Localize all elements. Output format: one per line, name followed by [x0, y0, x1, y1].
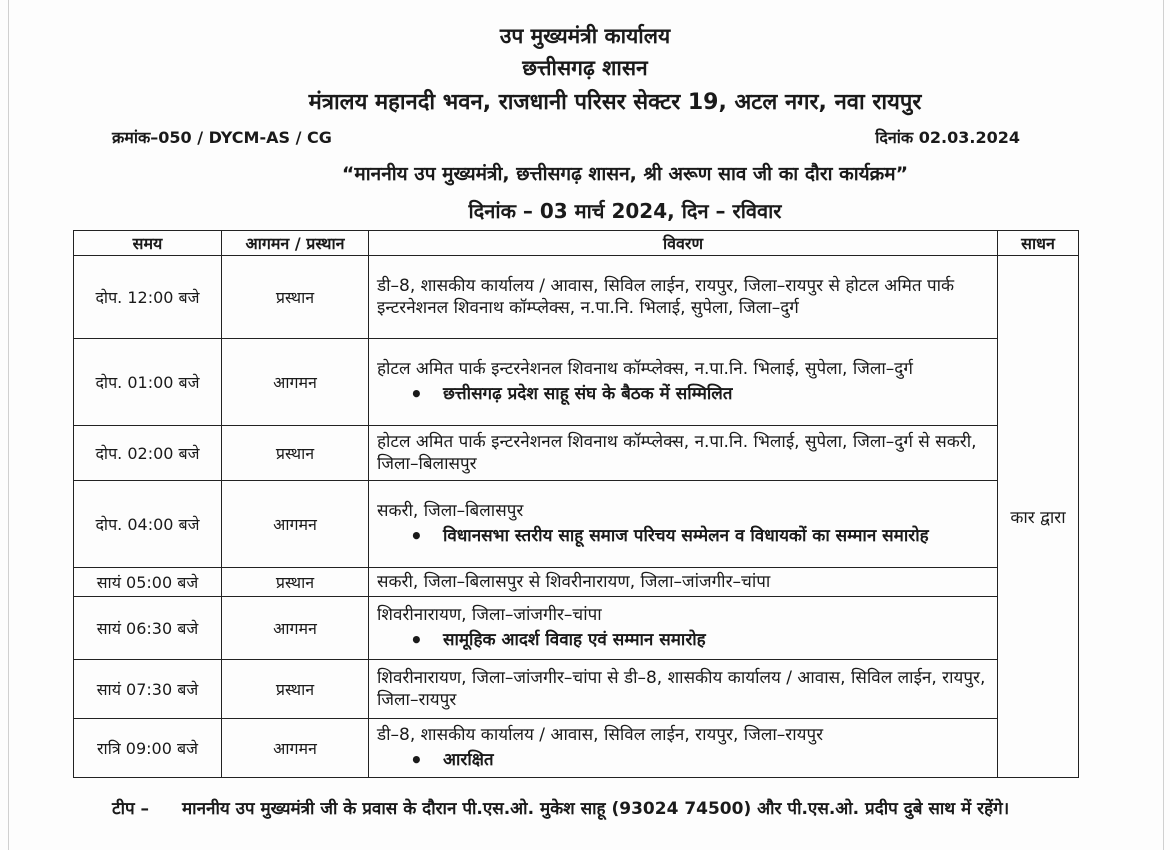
- table-row: [74, 256, 1079, 339]
- event-text: • आरक्षित: [443, 750, 494, 770]
- row-details: [369, 597, 998, 660]
- header-mode: साधन: [998, 231, 1079, 256]
- table-row: [74, 426, 1079, 481]
- row-details: [369, 660, 998, 719]
- note-block: [112, 796, 1062, 822]
- office-address: मंत्रालय महानदी भवन, राजधानी परिसर सेक्टर 19, अटल नगर, नवा रायपुर: [308, 90, 922, 115]
- row-action: प्रस्थान: [222, 426, 369, 481]
- event-text: • सामूहिक आदर्श विवाह एवं सम्मान समारोह: [443, 630, 706, 650]
- row-action: आगमन: [222, 339, 369, 426]
- row-details-text: शिवरीनारायण, जिला–जांजगीर–चांपा से डी–8, शासकीय कार्यालय / आवास, सिविल लाईन, रायपुर, जिला–रायपुर: [377, 668, 986, 710]
- row-details-text: सकरी, जिला–बिलासपुर से शिवरीनारायण, जिला–जांजगीर–चांपा: [377, 572, 771, 592]
- row-action: आगमन: [222, 481, 369, 568]
- row-details: [369, 481, 998, 568]
- event-bullet: [377, 524, 989, 548]
- event-bullet: [377, 382, 989, 406]
- row-time: सायं 06:30 बजे: [74, 597, 222, 660]
- table-row: [74, 339, 1079, 426]
- table-row: [74, 597, 1079, 660]
- table-row: [74, 481, 1079, 568]
- row-details: [369, 256, 998, 339]
- table-header-row: [74, 231, 1079, 256]
- row-details-text: होटल अमित पार्क इन्टरनेशनल शिवनाथ कॉम्प्लेक्स, न.पा.नि. भिलाई, सुपेला, जिला–दुर्ग: [377, 359, 913, 379]
- row-time: दोप. 04:00 बजे: [74, 481, 222, 568]
- row-time: सायं 07:30 बजे: [74, 660, 222, 719]
- row-action: प्रस्थान: [222, 256, 369, 339]
- schedule-table: [73, 230, 1079, 778]
- header-details: विवरण: [369, 231, 998, 256]
- row-time: दोप. 02:00 बजे: [74, 426, 222, 481]
- program-title: “माननीय उप मुख्यमंत्री, छत्तीसगढ़ शासन, श्री अरूण साव जी का दौरा कार्यक्रम”: [341, 163, 909, 185]
- row-details-text: शिवरीनारायण, जिला–जांजगीर–चांपा: [377, 605, 602, 625]
- issue-date: दिनांक 02.03.2024: [875, 128, 1020, 147]
- row-time: दोप. 12:00 बजे: [74, 256, 222, 339]
- event-bullet: [377, 628, 989, 652]
- row-time: दोप. 01:00 बजे: [74, 339, 222, 426]
- header-time: समय: [74, 231, 222, 256]
- event-text: • छत्तीसगढ़ प्रदेश साहू संघ के बैठक में सम्मिलित: [443, 384, 733, 404]
- row-action: आगमन: [222, 719, 369, 778]
- event-bullet: [377, 748, 989, 772]
- row-details: [369, 339, 998, 426]
- row-time: रात्रि 09:00 बजे: [74, 719, 222, 778]
- row-action: प्रस्थान: [222, 568, 369, 597]
- row-details-text: सकरी, जिला–बिलासपुर: [377, 501, 524, 521]
- event-text: • विधानसभा स्तरीय साहू समाज परिचय सम्मेलन व विधायकों का सम्मान समारोह: [443, 526, 929, 546]
- table-row: [74, 568, 1079, 597]
- note-text: माननीय उप मुख्यमंत्री जी के प्रवास के दौरान पी.एस.ओ. मुकेश साहू (93024 74500) और पी.एस.ओ. प्रदीप दुबे साथ में रहेंगे।: [182, 799, 1010, 819]
- note-label: टीप –: [112, 799, 150, 819]
- row-details-text: होटल अमित पार्क इन्टरनेशनल शिवनाथ कॉम्प्लेक्स, न.पा.नि. भिलाई, सुपेला, जिला–दुर्ग से सकरी, जिला–बिलासपुर: [377, 432, 977, 474]
- row-details-text: डी–8, शासकीय कार्यालय / आवास, सिविल लाईन, रायपुर, जिला–रायपुर: [377, 725, 824, 745]
- office-title: उप मुख्यमंत्री कार्यालय: [499, 24, 671, 48]
- government-title: छत्तीसगढ़ शासन: [522, 56, 648, 80]
- row-details: [369, 719, 998, 778]
- table-row: [74, 660, 1079, 719]
- row-details: [369, 426, 998, 481]
- reference-number: क्रमांक–050 / DYCM-AS / CG: [112, 128, 332, 147]
- header-action: आगमन / प्रस्थान: [222, 231, 369, 256]
- table-row: [74, 719, 1079, 778]
- page-left-edge: [8, 0, 9, 850]
- tour-date-line: दिनांक – 03 मार्च 2024, दिन – रविवार: [468, 199, 782, 223]
- row-action: आगमन: [222, 597, 369, 660]
- row-action: प्रस्थान: [222, 660, 369, 719]
- page-right-edge: [1163, 0, 1164, 850]
- row-details: [369, 568, 998, 597]
- row-details-text: डी–8, शासकीय कार्यालय / आवास, सिविल लाईन, रायपुर, जिला–रायपुर से होटल अमित पार्क इन्टरनेशनल शिवनाथ कॉम्प्लेक्स, न.पा.नि. भिलाई, सुपेला, जिला–दुर्ग: [377, 276, 955, 318]
- transport-mode: कार द्वारा: [998, 256, 1079, 778]
- row-time: सायं 05:00 बजे: [74, 568, 222, 597]
